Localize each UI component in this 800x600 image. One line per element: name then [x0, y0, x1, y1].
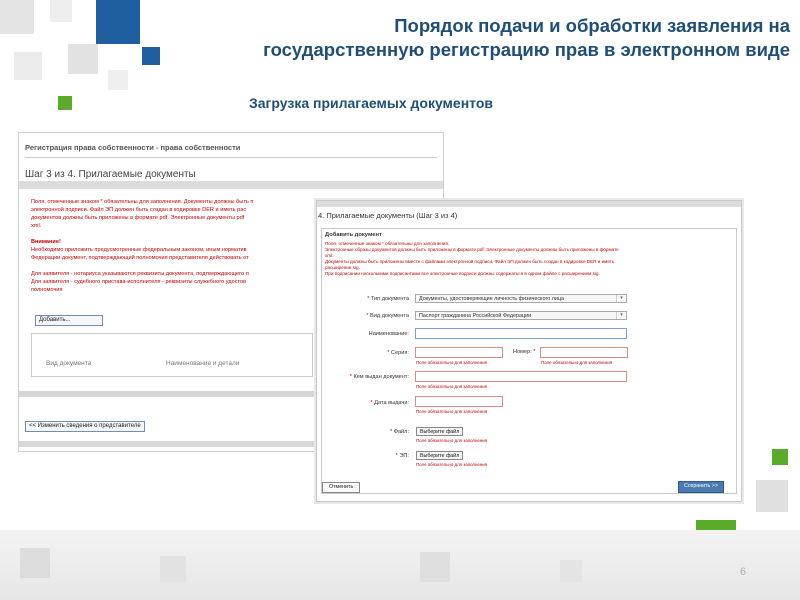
- slide-title-line1: Порядок подачи и обработки заявления на: [394, 15, 790, 36]
- slide-title: [150, 14, 790, 62]
- warning-line: полномочия: [31, 287, 63, 293]
- issued-by-input[interactable]: [415, 371, 627, 382]
- back-form-header: Регистрация права собственности - права собственности: [25, 143, 241, 152]
- choose-file-button[interactable]: Выберите файл: [416, 427, 463, 436]
- warning-line: документов должны быть приложены в формате pdf. Электронные документы pdf: [31, 215, 245, 221]
- issued-by-error: Поле обязательно для заполнения: [416, 384, 488, 389]
- note-line: расширение sig.: [325, 265, 360, 270]
- divider-bar: [317, 201, 741, 207]
- decor-gray-square: [14, 52, 42, 80]
- slide-title-line2: государственную регистрацию прав в электронном виде: [263, 39, 790, 60]
- series-input[interactable]: [415, 347, 503, 358]
- warning-line: Необходимо приложить предусмотренные федеральным законом, иным норматив: [31, 247, 247, 253]
- signature-error: Поле обязательно для заполнения: [416, 462, 488, 467]
- footer-band: [0, 530, 800, 600]
- warning-title: Внимание!: [31, 239, 61, 245]
- choose-signature-file-button[interactable]: Выберите файл: [416, 451, 463, 460]
- file-label: * Файл:: [389, 429, 409, 435]
- doc-type-select[interactable]: [415, 294, 627, 303]
- add-document-button[interactable]: Добавить...: [35, 315, 103, 326]
- note-line: Электронные образы документов должны быть приложены в формате pdf. Электронные документы должны быть приложены в формате: [325, 247, 619, 252]
- issue-date-label: * Дата выдачи:: [370, 400, 409, 406]
- decor-gray-square: [756, 480, 788, 512]
- warning-line: Для заявителя - нотариуса указываются реквизиты документа, подтверждающего п: [31, 271, 249, 277]
- doc-kind-label: * Вид документа: [366, 313, 409, 319]
- decor-gray-square: [50, 0, 72, 22]
- chevron-down-icon: ▾: [616, 312, 626, 319]
- file-error: Поле обязательно для заполнения: [416, 438, 488, 443]
- slide-subtitle: Загрузка прилагаемых документов: [249, 95, 493, 111]
- decor-blue-square: [96, 0, 140, 44]
- decor-green-square: [772, 449, 788, 465]
- warning-line: Для заявителя - судебного пристава-исполнителя - реквизиты служебного удостов: [31, 279, 247, 285]
- issue-date-error: Поле обязательно для заполнения: [416, 409, 488, 414]
- decor-gray-square: [20, 548, 50, 578]
- note-line: xml.: [325, 253, 334, 258]
- doc-type-value: Документы, удостоверяющие личность физического лица: [419, 296, 565, 302]
- number-label: Номер: *: [513, 349, 536, 355]
- chevron-down-icon: ▾: [616, 295, 626, 302]
- save-button[interactable]: Сохранить >>: [678, 481, 724, 493]
- decor-gray-square: [68, 44, 98, 74]
- front-form-screenshot: [316, 200, 742, 502]
- doc-kind-select[interactable]: [415, 311, 627, 320]
- warning-line: xml.: [31, 223, 42, 229]
- issue-date-input[interactable]: [415, 396, 503, 407]
- cancel-button[interactable]: Отменить: [322, 482, 360, 493]
- warning-line: Федерации документ, подтверждающий полномочия представителя действовать от: [31, 255, 249, 261]
- front-form-step: 4. Прилагаемые документы (Шаг 3 из 4): [318, 211, 458, 220]
- number-error: Поле обязательно для заполнения: [541, 360, 613, 365]
- number-input[interactable]: [540, 347, 628, 358]
- note-line: Документы должны быть приложены вместе с файлами электронной подписи. Файл ЭП должен быть создан в кодировке DER и иметь: [325, 259, 615, 264]
- page-number: 6: [740, 566, 747, 578]
- note-line: Поля, отмеченные знаком * обязательны для заполнения.: [325, 241, 450, 246]
- divider: [25, 157, 437, 158]
- warning-line: электронной подписи. Файл ЭП должен быть создан в кодировке DER и иметь рас: [31, 207, 247, 213]
- decor-gray-square: [160, 556, 186, 582]
- documents-table: [31, 333, 313, 377]
- divider-bar: [19, 181, 443, 189]
- issued-by-label: * Кем выдан документ:: [349, 374, 409, 380]
- decor-gray-square: [0, 0, 34, 34]
- name-label: Наименование:: [368, 331, 409, 337]
- back-form-step: Шаг 3 из 4. Прилагаемые документы: [25, 169, 196, 180]
- note-line: При подписании несколькими подписантами все электронные подписи должны содержаться в одном файле с расширением sig.: [325, 271, 600, 276]
- decor-gray-square: [108, 70, 128, 90]
- table-header-name-details: Наименование и детали: [166, 360, 240, 367]
- signature-label: * ЭП:: [395, 453, 409, 459]
- doc-type-label: * Тип документа: [367, 296, 409, 302]
- decor-gray-square: [420, 552, 450, 582]
- decor-gray-square: [560, 560, 582, 582]
- name-input[interactable]: [415, 328, 627, 339]
- change-representative-button[interactable]: << Изменить сведения о представителе: [25, 421, 145, 432]
- doc-kind-value: Паспорт гражданина Российской Федерации: [419, 313, 532, 319]
- warning-line: Поля, отмеченные знаком * обязательны для заполнения. Документы должны быть п: [31, 199, 254, 205]
- series-label: * Серия:: [387, 350, 409, 356]
- series-error: Поле обязательно для заполнения: [416, 360, 488, 365]
- table-header-doc-type: Вид документа: [46, 360, 92, 367]
- add-document-title: Добавить документ: [325, 232, 382, 238]
- decor-green-square: [58, 96, 72, 110]
